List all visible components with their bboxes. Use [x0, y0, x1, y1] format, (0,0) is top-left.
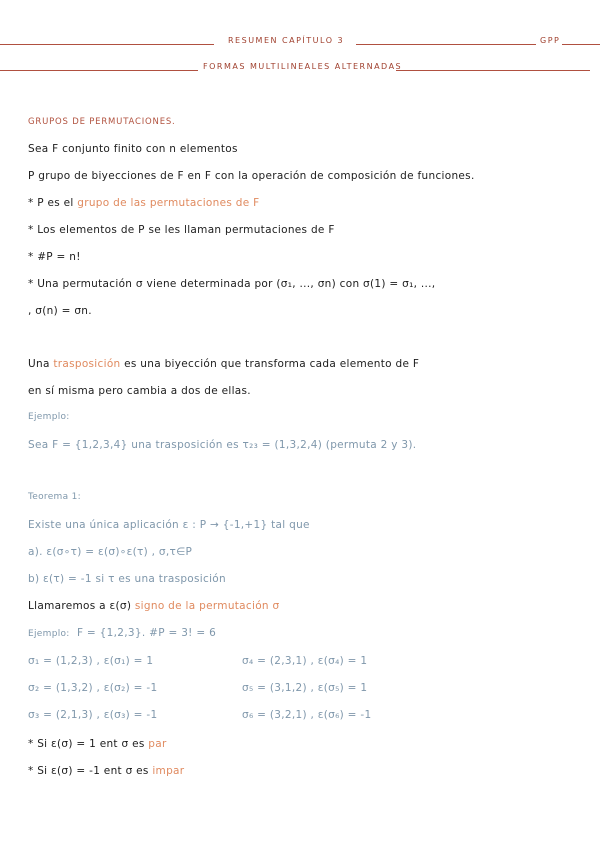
highlight-term: signo de la permutación σ	[134, 600, 280, 612]
subtitle-rule-right	[396, 70, 590, 71]
text-fragment: * Si ε(σ) = -1 ent σ es	[28, 765, 153, 777]
permutation-entry: σ₂ = (1,3,2) , ε(σ₂) = -1	[28, 682, 158, 694]
permutation-entry: σ₁ = (1,2,3) , ε(σ₁) = 1	[28, 655, 154, 667]
example-line: Sea F = {1,2,3,4} una trasposición es τ₂₃ = (1,3,2,4) (permuta 2 y 3).	[28, 439, 417, 451]
section-title: GRUPOS DE PERMUTACIONES.	[28, 117, 176, 127]
header-rule-middle	[356, 44, 536, 45]
text-line	[28, 765, 184, 777]
highlight-term: par	[148, 738, 167, 750]
permutation-entry: σ₄ = (2,3,1) , ε(σ₄) = 1	[242, 655, 368, 667]
text-line: P grupo de biyecciones de F en F con la operación de composición de funciones.	[28, 170, 475, 182]
text-line	[28, 600, 279, 612]
example-line	[28, 627, 216, 639]
highlight-term: impar	[152, 765, 185, 777]
theorem-line: b) ε(τ) = -1 si τ es una trasposición	[28, 573, 226, 585]
text-line: * Los elementos de P se les llaman permutaciones de F	[28, 224, 335, 236]
text-fragment: Llamaremos a ε(σ)	[28, 600, 135, 612]
permutation-entry: σ₅ = (3,1,2) , ε(σ₅) = 1	[242, 682, 368, 694]
theorem-line: a). ε(σ∘τ) = ε(σ)∘ε(τ) , σ,τ∈P	[28, 546, 193, 558]
text-fragment: es una biyección que transforma cada elemento de F	[120, 358, 420, 370]
highlight-term: trasposición	[53, 358, 121, 370]
example-label: Ejemplo:	[28, 629, 70, 639]
header-title: RESUMEN CAPÍTULO 3	[228, 36, 345, 45]
text-fragment: * P es el	[28, 197, 78, 209]
text-fragment: * Si ε(σ) = 1 ent σ es	[28, 738, 149, 750]
example-text: F = {1,2,3}. #P = 3! = 6	[76, 627, 217, 639]
header-rule-right	[562, 44, 600, 45]
text-line	[28, 738, 167, 750]
text-line: en sí misma pero cambia a dos de ellas.	[28, 385, 251, 397]
header-subtitle: FORMAS MULTILINEALES ALTERNADAS	[203, 62, 403, 71]
text-line: * #P = n!	[28, 251, 81, 263]
permutation-entry: σ₆ = (3,2,1) , ε(σ₆) = -1	[242, 709, 372, 721]
text-line: Sea F conjunto finito con n elementos	[28, 143, 238, 155]
text-fragment: Una	[28, 358, 54, 370]
highlight-term: grupo de las permutaciones de F	[77, 197, 260, 209]
example-label: Ejemplo:	[28, 412, 70, 422]
subtitle-rule-left	[0, 70, 198, 71]
theorem-line: Existe una única aplicación ε : P → {-1,+1} tal que	[28, 519, 310, 531]
text-line: * Una permutación σ viene determinada por (σ₁, ..., σn) con σ(1) = σ₁, ...,	[28, 278, 436, 290]
header-rule-left	[0, 44, 214, 45]
text-line	[28, 358, 419, 370]
text-line: , σ(n) = σn.	[28, 305, 92, 317]
header-author: GPP	[540, 36, 561, 45]
theorem-title: Teorema 1:	[28, 492, 81, 502]
permutation-entry: σ₃ = (2,1,3) , ε(σ₃) = -1	[28, 709, 158, 721]
text-line	[28, 197, 259, 209]
